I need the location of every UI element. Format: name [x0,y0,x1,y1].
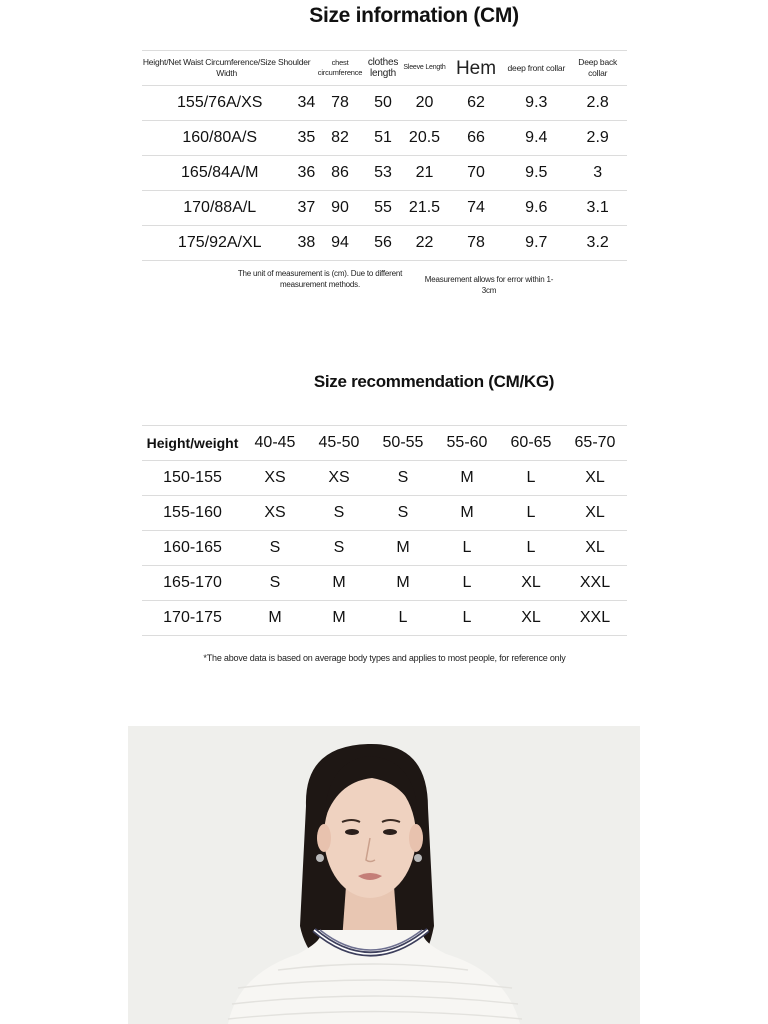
size-cell: 86 [315,156,365,191]
reference-disclaimer: *The above data is based on average body types and applies to most people, for reference only [203,653,566,663]
size-cell: 9.4 [504,121,568,156]
header-deep-back-collar: Deep back collar [568,51,627,86]
recommendation-row [142,496,627,531]
header-clothes-length: clothes length [365,51,401,86]
header-weight-60-65: 60-65 [499,426,563,461]
size-cell: 3 [568,156,627,191]
size-cell: 62 [448,86,504,121]
recommended-size-cell: S [371,461,435,496]
recommendation-row [142,566,627,601]
header-weight-40-45: 40-45 [243,426,307,461]
model-illustration [128,726,640,1024]
header-weight-65-70: 65-70 [563,426,627,461]
recommended-size-cell: L [435,566,499,601]
size-recommendation-title: Size recommendation (CM/KG) [313,372,555,391]
recommendation-row [142,461,627,496]
size-cell: 55 [365,191,401,226]
recommended-size-cell: S [307,496,371,531]
size-row-label: 155/76A/XS [142,86,297,121]
size-cell: 3.2 [568,226,627,261]
header-height-waist-size-shoulder: Height/Net Waist Circumference/Size Shoulder Width [142,51,315,86]
size-information-title: Size information (CM) [309,4,519,27]
size-table-header-row [142,51,627,86]
size-cell: 82 [315,121,365,156]
size-cell: 78 [315,86,365,121]
recommended-size-cell: XS [243,461,307,496]
model-photo [128,726,640,1024]
size-cell: 2.9 [568,121,627,156]
size-row [142,156,627,191]
recommendation-row [142,601,627,636]
size-row-label: 170/88A/L [142,191,297,226]
size-information-table [142,50,627,261]
size-cell: 70 [448,156,504,191]
recommended-size-cell: M [307,566,371,601]
recommended-size-cell: L [435,601,499,636]
recommended-size-cell: L [499,461,563,496]
header-weight-55-60: 55-60 [435,426,499,461]
measurement-unit-note: The unit of measurement is (cm). Due to different measurement methods. [237,269,403,289]
recommended-size-cell: XL [563,531,627,566]
recommended-size-cell: XXL [563,601,627,636]
size-cell: 9.6 [504,191,568,226]
recommended-size-cell: XL [499,601,563,636]
size-cell: 20 [401,86,448,121]
recommended-size-cell: M [371,531,435,566]
size-cell: 20.5 [401,121,448,156]
recommended-size-cell: L [435,531,499,566]
size-recommendation-table [142,425,627,636]
recommended-size-cell: L [499,531,563,566]
recommended-size-cell: M [435,496,499,531]
header-sleeve-length: Sleeve Length [401,51,448,86]
recommended-size-cell: M [435,461,499,496]
size-cell: 51 [365,121,401,156]
header-hem: Hem [448,51,504,86]
recommended-size-cell: L [371,601,435,636]
header-chest-circumference: chest circumference [315,51,365,86]
recommended-size-cell: XXL [563,566,627,601]
size-row-label: 165/84A/M [142,156,297,191]
size-cell: 9.3 [504,86,568,121]
size-row [142,226,627,261]
size-cell: 9.5 [504,156,568,191]
size-cell: 35 [297,121,315,156]
header-height-weight: Height/weight [142,426,243,461]
recommended-size-cell: XS [243,496,307,531]
recommendation-row [142,531,627,566]
size-cell: 56 [365,226,401,261]
size-cell: 38 [297,226,315,261]
height-range-label: 155-160 [142,496,243,531]
size-row-label: 160/80A/S [142,121,297,156]
size-cell: 37 [297,191,315,226]
size-cell: 90 [315,191,365,226]
recommended-size-cell: XS [307,461,371,496]
size-cell: 21.5 [401,191,448,226]
recommended-size-cell: XL [563,461,627,496]
recommended-size-cell: L [499,496,563,531]
size-cell: 66 [448,121,504,156]
size-row [142,121,627,156]
size-cell: 2.8 [568,86,627,121]
size-row [142,86,627,121]
measurement-error-note: Measurement allows for error within 1-3cm [424,275,554,295]
header-weight-50-55: 50-55 [371,426,435,461]
recommended-size-cell: S [243,531,307,566]
size-cell: 22 [401,226,448,261]
header-weight-45-50: 45-50 [307,426,371,461]
size-cell: 78 [448,226,504,261]
height-range-label: 170-175 [142,601,243,636]
size-cell: 50 [365,86,401,121]
recommended-size-cell: XL [499,566,563,601]
size-cell: 34 [297,86,315,121]
size-cell: 94 [315,226,365,261]
size-cell: 36 [297,156,315,191]
header-deep-front-collar: deep front collar [504,51,568,86]
size-cell: 53 [365,156,401,191]
recommended-size-cell: S [307,531,371,566]
height-range-label: 150-155 [142,461,243,496]
recommendation-header-row [142,426,627,461]
recommended-size-cell: M [371,566,435,601]
size-row [142,191,627,226]
recommended-size-cell: S [371,496,435,531]
size-cell: 3.1 [568,191,627,226]
recommended-size-cell: M [307,601,371,636]
recommended-size-cell: S [243,566,307,601]
size-cell: 74 [448,191,504,226]
recommended-size-cell: M [243,601,307,636]
recommended-size-cell: XL [563,496,627,531]
size-row-label: 175/92A/XL [142,226,297,261]
size-cell: 9.7 [504,226,568,261]
size-cell: 21 [401,156,448,191]
height-range-label: 165-170 [142,566,243,601]
height-range-label: 160-165 [142,531,243,566]
